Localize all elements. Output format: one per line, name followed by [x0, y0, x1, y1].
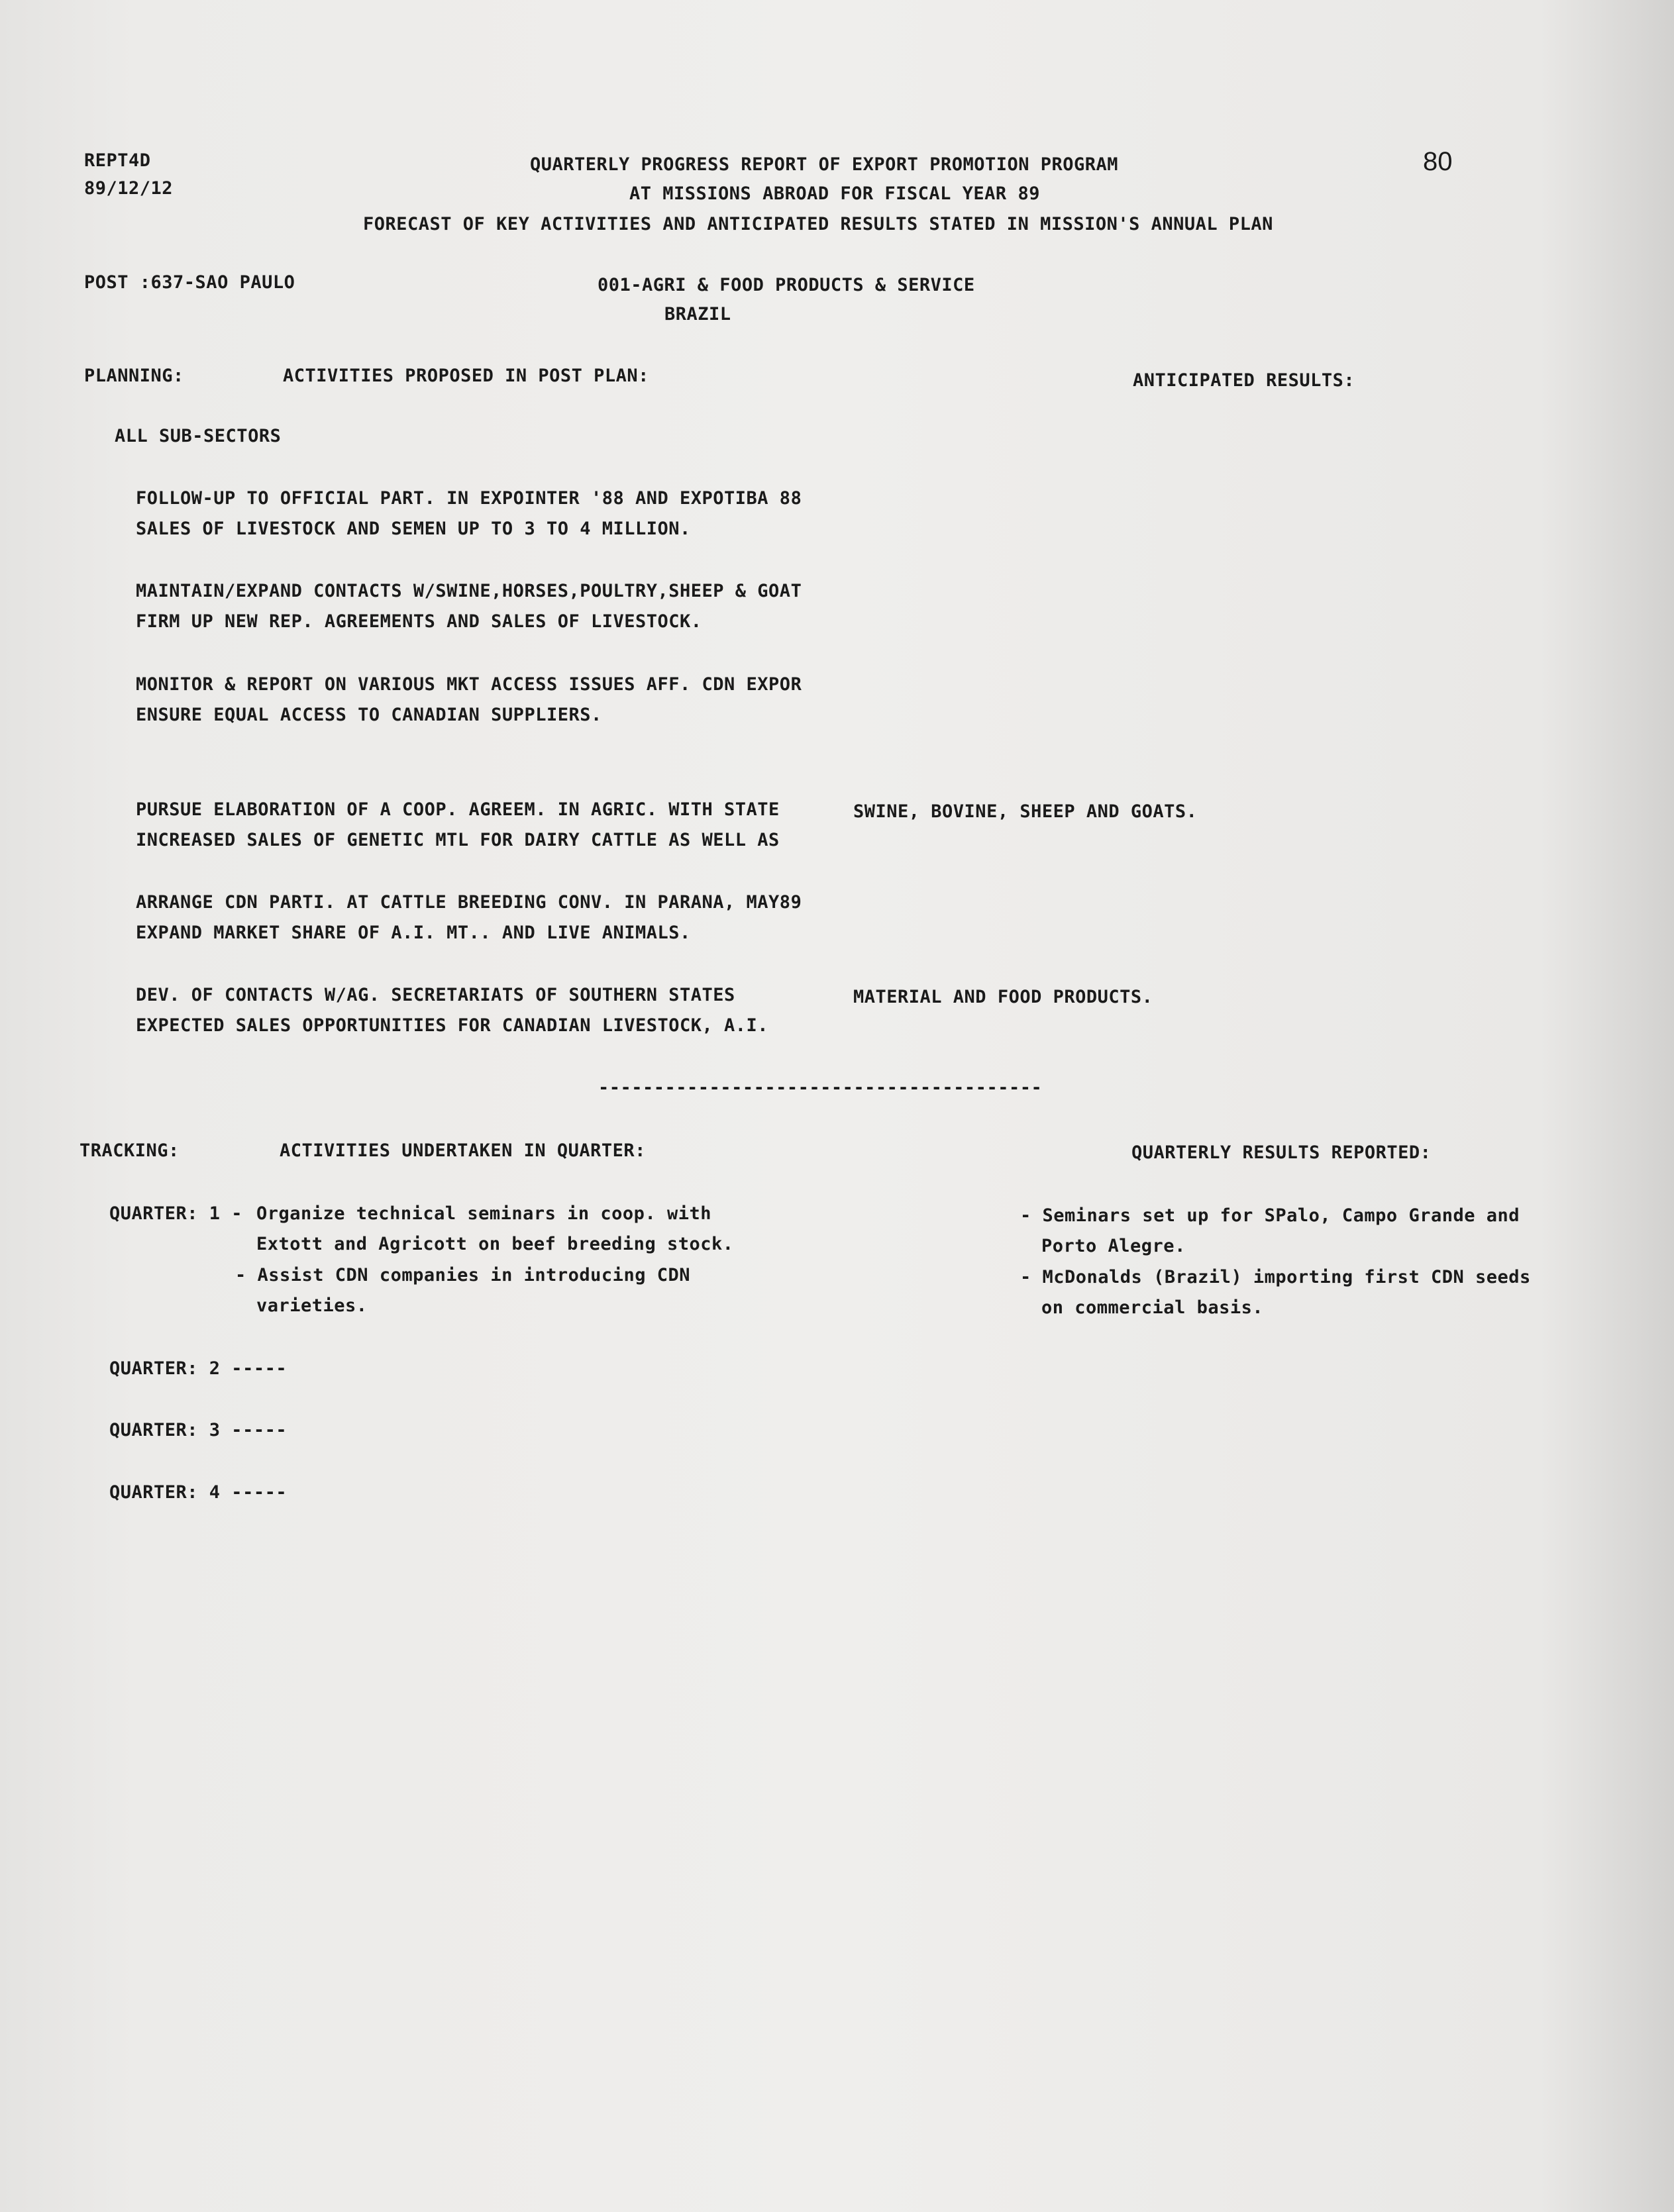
quarter-1-activity: Extott and Agricott on beef breeding stock.: [256, 1234, 734, 1254]
section-separator: ----------------------------------------: [598, 1078, 1043, 1098]
quarter-3-label: QUARTER: 3 -----: [109, 1420, 288, 1440]
report-date: 89/12/12: [84, 178, 174, 199]
quarter-1-label: QUARTER: 1 -: [109, 1203, 254, 1224]
tracking-label: TRACKING:: [79, 1140, 180, 1161]
tracking-activities-heading: ACTIVITIES UNDERTAKEN IN QUARTER:: [280, 1140, 646, 1161]
quarter-1-result: - Seminars set up for SPalo, Campo Grande and: [1020, 1205, 1520, 1226]
quarter-4-label: QUARTER: 4 -----: [109, 1482, 288, 1503]
quarter-1-result: - McDonalds (Brazil) importing first CDN seeds: [1020, 1267, 1531, 1287]
quarter-1-activity: - Assist CDN companies in introducing CDN: [235, 1265, 690, 1285]
report-title-line1: QUARTERLY PROGRESS REPORT OF EXPORT PROMOTION PROGRAM: [530, 154, 1119, 175]
country-label: BRAZIL: [664, 304, 731, 325]
planning-item-line2: FIRM UP NEW REP. AGREEMENTS AND SALES OF LIVESTOCK.: [136, 611, 702, 632]
sector-label: 001-AGRI & FOOD PRODUCTS & SERVICE: [598, 275, 975, 295]
planning-item-line1: ARRANGE CDN PARTI. AT CATTLE BREEDING CONV. IN PARANA, MAY89: [136, 892, 802, 913]
quarter-1-result: on commercial basis.: [1041, 1297, 1264, 1318]
planning-item-line1: FOLLOW-UP TO OFFICIAL PART. IN EXPOINTER '88 AND EXPOTIBA 88: [136, 488, 802, 509]
planning-item-line2: SALES OF LIVESTOCK AND SEMEN UP TO 3 TO 4 MILLION.: [136, 519, 691, 539]
planning-item-line1: PURSUE ELABORATION OF A COOP. AGREEM. IN AGRIC. WITH STATE: [136, 799, 780, 820]
report-title-line3: FORECAST OF KEY ACTIVITIES AND ANTICIPATED RESULTS STATED IN MISSION'S ANNUAL PLAN: [363, 214, 1273, 234]
anticipated-result: MATERIAL AND FOOD PRODUCTS.: [853, 987, 1153, 1007]
planning-item-line2: ENSURE EQUAL ACCESS TO CANADIAN SUPPLIERS.: [136, 705, 602, 725]
quarter-2-label: QUARTER: 2 -----: [109, 1358, 288, 1379]
subsector-label: ALL SUB-SECTORS: [115, 426, 282, 446]
planning-results-heading: ANTICIPATED RESULTS:: [1133, 370, 1355, 391]
quarter-1-result: Porto Alegre.: [1041, 1236, 1186, 1256]
planning-item-line1: DEV. OF CONTACTS W/AG. SECRETARIATS OF SOUTHERN STATES: [136, 985, 735, 1005]
planning-item-line2: INCREASED SALES OF GENETIC MTL FOR DAIRY CATTLE AS WELL AS: [136, 830, 780, 850]
post-label: POST :637-SAO PAULO: [84, 272, 295, 293]
planning-item-line1: MAINTAIN/EXPAND CONTACTS W/SWINE,HORSES,POULTRY,SHEEP & GOAT: [136, 581, 802, 601]
planning-activities-heading: ACTIVITIES PROPOSED IN POST PLAN:: [283, 366, 649, 386]
planning-item-line2: EXPAND MARKET SHARE OF A.I. MT.. AND LIVE ANIMALS.: [136, 923, 691, 943]
planning-item-line1: MONITOR & REPORT ON VARIOUS MKT ACCESS ISSUES AFF. CDN EXPOR: [136, 674, 802, 695]
report-id: REPT4D: [84, 150, 151, 171]
tracking-results-heading: QUARTERLY RESULTS REPORTED:: [1131, 1142, 1432, 1163]
page-number: 80: [1423, 147, 1453, 176]
anticipated-result: SWINE, BOVINE, SHEEP AND GOATS.: [853, 801, 1198, 822]
quarter-1-activity: varieties.: [256, 1295, 368, 1316]
planning-label: PLANNING:: [84, 366, 184, 386]
planning-item-line2: EXPECTED SALES OPPORTUNITIES FOR CANADIAN LIVESTOCK, A.I.: [136, 1015, 769, 1036]
quarter-1-activity: Organize technical seminars in coop. with: [256, 1203, 711, 1224]
report-title-line2: AT MISSIONS ABROAD FOR FISCAL YEAR 89: [629, 183, 1040, 204]
